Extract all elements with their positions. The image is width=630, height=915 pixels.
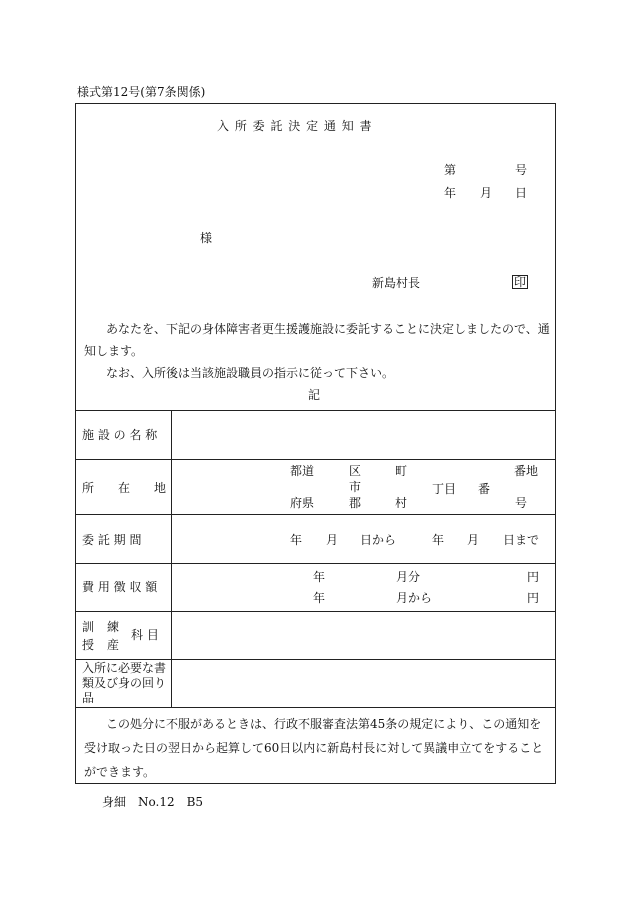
table-column-divider — [171, 410, 172, 707]
location-label: 所 在 地 — [82, 481, 167, 495]
date-month: 月 — [480, 186, 493, 200]
loc-ban: 番 — [478, 482, 491, 496]
period-year-2: 年 — [432, 533, 445, 547]
facility-name-label: 施 設 の 名 称 — [82, 428, 158, 442]
fee-yen-1: 円 — [527, 570, 540, 584]
training-label-subject: 科 目 — [131, 628, 159, 642]
table-row-line — [75, 611, 556, 612]
body-paragraph-2: なお、入所後は当該施設職員の指示に従って下さい。 — [106, 366, 395, 380]
training-label-san: 産 — [107, 638, 120, 652]
items-label-line-3: 品 — [82, 691, 95, 705]
form-number: 様式第12号(第7条関係) — [77, 85, 206, 99]
table-top-line — [75, 410, 556, 411]
loc-ku: 区 — [349, 464, 362, 478]
table-row-line — [75, 459, 556, 460]
period-from: 日から — [360, 533, 397, 547]
number-go: 号 — [515, 163, 528, 177]
seal-mark: 印 — [514, 275, 527, 289]
loc-shi: 市 — [349, 480, 362, 494]
body-paragraph-1: あなたを、下記の身体障害者更生援護施設に委託することに決定しましたので、通知します。 — [84, 322, 550, 358]
date-day: 日 — [515, 186, 528, 200]
issuer: 新島村長 — [372, 276, 421, 290]
training-label-ren: 練 — [107, 620, 120, 634]
fee-year-1: 年 — [313, 570, 326, 584]
fee-label: 費 用 徴 収 額 — [82, 580, 158, 594]
table-bottom-line — [75, 707, 556, 708]
training-label-ju: 授 — [82, 638, 95, 652]
loc-machi: 町 — [395, 464, 408, 478]
loc-todou: 都道 — [290, 464, 315, 478]
addressee-suffix: 様 — [200, 231, 213, 245]
date-year: 年 — [444, 186, 457, 200]
loc-fuken: 府県 — [290, 496, 315, 510]
loc-gun: 郡 — [349, 496, 362, 510]
fee-yen-2: 円 — [527, 591, 540, 605]
loc-banchi: 番地 — [514, 464, 539, 478]
training-label-kun: 訓 — [82, 620, 95, 634]
period-until: 日まで — [503, 533, 540, 547]
items-label-line-2: 類及び身の回り — [82, 676, 167, 690]
table-row-line — [75, 514, 556, 515]
fee-month-from: 月から — [396, 591, 433, 605]
loc-gou: 号 — [515, 496, 528, 510]
loc-mura: 村 — [395, 496, 408, 510]
period-month-1: 月 — [326, 533, 339, 547]
period-label: 委 託 期 間 — [82, 533, 142, 547]
appeal-notice: この処分に不服があるときは、行政不服審査法第45条の規定により、この通知を受け取った日の翌日から起算して60日以内に新島村長に対して異議申立てをすることができます。 — [84, 717, 544, 779]
fee-year-2: 年 — [313, 591, 326, 605]
period-year-1: 年 — [290, 533, 303, 547]
table-row-line — [75, 563, 556, 564]
footer-code: 身細 No.12 B5 — [102, 795, 204, 809]
period-month-2: 月 — [467, 533, 480, 547]
loc-choume: 丁目 — [432, 482, 457, 496]
document-title: 入 所 委 託 決 定 通 知 書 — [217, 119, 373, 133]
fee-month-portion: 月分 — [396, 570, 421, 584]
ki-label: 記 — [308, 388, 321, 402]
table-row-line — [75, 659, 556, 660]
number-dai: 第 — [444, 163, 457, 177]
items-label-line-1: 入所に必要な書 — [82, 661, 167, 675]
